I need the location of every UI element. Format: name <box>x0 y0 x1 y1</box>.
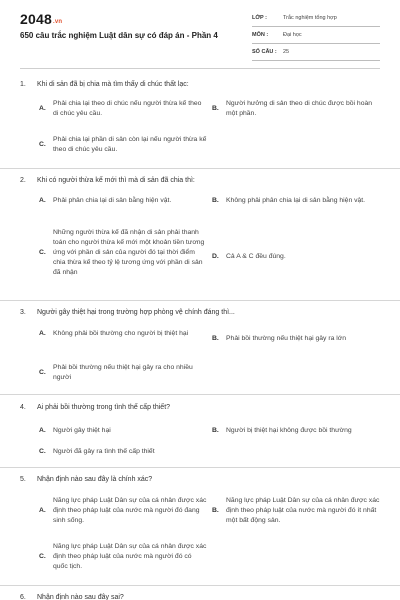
option-key: A. <box>39 507 46 514</box>
option-text: Không phải bồi thường cho người bị thiệt hại <box>53 330 189 337</box>
option-text: Phải bồi thường nếu thiệt hại gây ra lớn <box>226 335 347 342</box>
question-5 <box>0 468 400 586</box>
option-b[interactable] <box>212 334 380 344</box>
option-text: Phải bồi thường nếu thiệt hại gây ra cho nhiều người <box>53 364 193 381</box>
question-prompt: Người gây thiệt hại trong trường hợp phòng vệ chính đáng thì... <box>37 309 235 316</box>
option-key: C. <box>39 448 46 455</box>
option-key: D. <box>212 253 219 260</box>
option-text: Người bị thiệt hại không được bồi thường <box>226 427 352 434</box>
option-a[interactable] <box>39 99 207 119</box>
meta-row-subject <box>252 27 380 44</box>
site-logo[interactable] <box>20 11 62 27</box>
option-text: Năng lực pháp Luật Dân sự của cá nhân được xác định theo pháp luật của nước mà người đó có quốc tịch. <box>53 543 207 570</box>
option-d[interactable] <box>212 252 380 262</box>
question-prompt: Nhận định nào sau đây sai? <box>37 594 124 600</box>
option-key: B. <box>212 105 219 112</box>
option-text: Không phải phân chia lại di sản bằng hiện vật. <box>226 197 366 204</box>
question-4 <box>0 395 400 468</box>
option-text: Người hưởng di sản theo di chúc được bồi hoàn một phần. <box>226 100 373 117</box>
question-3 <box>0 301 400 395</box>
option-key: A. <box>39 197 46 204</box>
question-2 <box>0 169 400 301</box>
option-a[interactable] <box>39 496 207 526</box>
option-text: Phải phân chia lại di sản bằng hiện vật. <box>53 197 172 204</box>
option-key: A. <box>39 105 46 112</box>
option-c[interactable] <box>39 447 207 457</box>
option-key: B. <box>212 335 219 342</box>
meta-row-class <box>252 10 380 27</box>
logo-text: 2048 <box>20 11 52 27</box>
question-prompt: Nhận định nào sau đây là chính xác? <box>37 476 153 483</box>
option-key: A. <box>39 330 46 337</box>
option-text: Những người thừa kế đã nhận di sản phải thanh toán cho người thừa kế mới một khoản tiền tương ứng với phần di sản của người đó tại thời điểm chia thừa kế theo tỷ lệ tương ứng với phần di sản đã nhận <box>53 229 205 276</box>
question-text <box>20 81 189 88</box>
option-text: Người đã gây ra tình thế cấp thiết <box>53 448 155 455</box>
option-b[interactable] <box>212 99 380 119</box>
question-text <box>20 476 152 483</box>
question-6 <box>0 586 400 600</box>
option-b[interactable] <box>212 196 380 206</box>
option-key: C. <box>39 249 46 256</box>
question-number: 2. <box>20 177 26 184</box>
question-number: 1. <box>20 81 26 88</box>
document-header <box>0 0 400 66</box>
meta-row-count <box>252 44 380 61</box>
question-prompt: Khi có người thừa kế mới thì mà di sản đã chia thì: <box>37 177 195 184</box>
option-a[interactable] <box>39 426 207 436</box>
option-key: B. <box>212 507 219 514</box>
option-c[interactable] <box>39 363 207 383</box>
meta-label: LỚP : <box>252 15 267 21</box>
meta-table <box>252 10 380 61</box>
question-number: 5. <box>20 476 26 483</box>
option-c[interactable] <box>39 135 207 155</box>
question-prompt: Khi di sản đã bị chia mà tìm thấy di chúc thất lạc: <box>37 81 189 88</box>
option-b[interactable] <box>212 496 380 526</box>
question-1 <box>0 74 400 169</box>
logo-suffix: .vn <box>52 19 63 25</box>
meta-value: Đại học <box>283 32 302 38</box>
option-key: C. <box>39 141 46 148</box>
question-number: 6. <box>20 594 26 600</box>
meta-label: SỐ CÂU : <box>252 49 277 55</box>
question-text <box>20 309 235 316</box>
option-text: Phải chia lại theo di chúc nếu người thừa kế theo di chúc yêu cầu. <box>53 100 202 117</box>
option-key: C. <box>39 369 46 376</box>
meta-label: MÔN : <box>252 32 269 38</box>
option-text: Năng lực pháp Luật Dân sự của cá nhân được xác định theo pháp luật của nước mà người đó đang sinh sống. <box>53 497 207 524</box>
option-key: B. <box>212 427 219 434</box>
option-key: A. <box>39 427 46 434</box>
question-text <box>20 177 195 184</box>
question-prompt: Ai phải bồi thường trong tình thế cấp thiết? <box>37 404 171 411</box>
question-number: 4. <box>20 404 26 411</box>
option-text: Cả A & C đều đúng. <box>226 253 286 260</box>
question-number: 3. <box>20 309 26 316</box>
option-c[interactable] <box>39 542 207 572</box>
option-key: C. <box>39 553 46 560</box>
question-text <box>20 594 124 600</box>
option-c[interactable] <box>39 228 207 278</box>
option-a[interactable] <box>39 196 207 206</box>
meta-value: Trắc nghiệm tổng hợp <box>283 15 337 21</box>
option-key: B. <box>212 197 219 204</box>
option-text: Phải chia lại phần di sản còn lại nếu người thừa kế theo di chúc yêu cầu. <box>53 136 207 153</box>
option-text: Năng lực pháp Luật Dân sự của cá nhân được xác định theo pháp luật của nước mà người đó ít nhất một bất động sản. <box>226 497 380 524</box>
option-b[interactable] <box>212 426 380 436</box>
option-text: Người gây thiệt hại <box>53 427 111 434</box>
question-text <box>20 404 170 411</box>
option-a[interactable] <box>39 329 207 339</box>
page-title: 650 câu trắc nghiệm Luật dân sự có đáp án - Phần 4 <box>20 31 218 40</box>
meta-value: 25 <box>283 49 290 55</box>
header-divider <box>20 68 380 69</box>
